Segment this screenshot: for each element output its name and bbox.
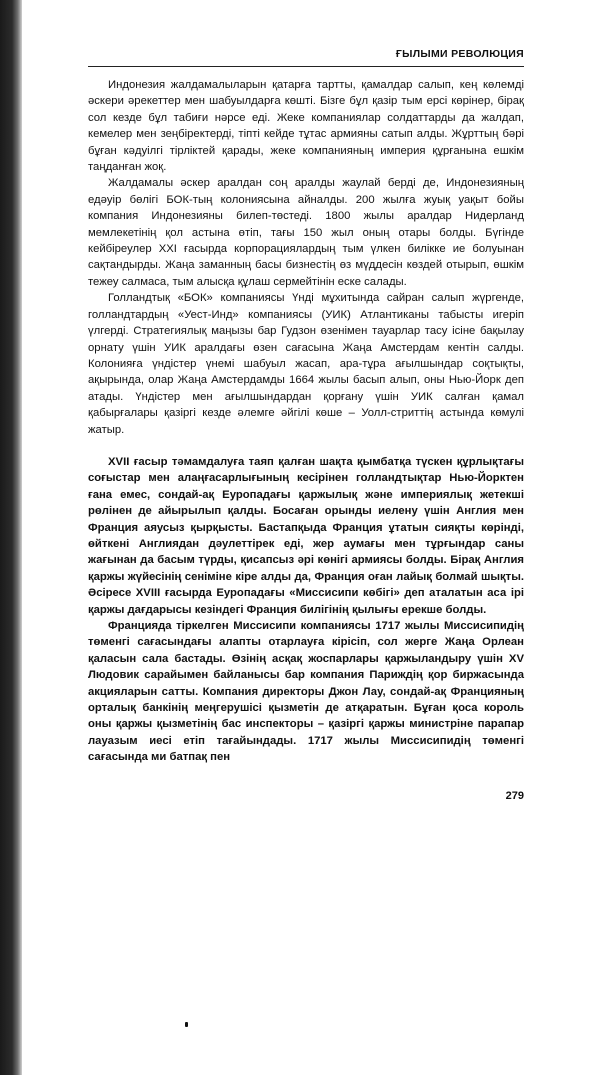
scan-speck [185, 1022, 188, 1027]
paragraph-5: Францияда тіркелген Миссисипи компаниясы 1717 жылы Миссисипидің төменгі сағасындағы алапты отарлауға кірісіп, сол жерге Жаңа Орлеан қаласын сала бастады. Өзінің асқақ жоспарлары қаржыландыру үшін XV Людовик сарайымен байланысы бар компания Париждің қор биржасында акцияларын сатты. Компания директоры Джон Лау, сондай-ақ Францияның орталық банкінің меңгерушісі қызметін де атқаратын. Бұған қоса король оны қаржы қызметінің бас инспекторы – қазіргі қаржы министріне парапар лауазым иесі етіп тағайындады. 1717 жылы Миссисипидің төменгі сағасында ми батпақ пен [88, 620, 524, 764]
paragraph-1: Индонезия жалдамалыларын қатарға тартты, қамалдар салып, кең көлемді әскери әрекеттер мен шабуылдарға көшті. Бізге бұл қазір тым ерсі көрінер, бірақ сол кезде бұл табиғи нәрсе еді. Жеке компаниялар солдаттарды да жалдап, кемелер мен зеңбіректерді, тіпті кейде тұтас армияны сатып алды. Жұрттың бәрі бұған кәдуілгі тірліктей қарады, жеке компанияның империя құрғанына ешкім таңданған жоқ. [88, 79, 524, 174]
paragraph-4: XVII ғасыр тәмамдалуға таяп қалған шақта қымбатқа түскен құрлықтағы соғыстар мен алаңғасарлығының кесірінен голландтықтар Нью-Йорктен ғана емес, сондай-ақ Еуропадағы қаржылық және империялық жетекші рөлінен де айырылып қалды. Босаған орынды иелену үшін Англия мен Франция аяусыз қырқысты. Бастапқыда Франция ұтатын сияқты көрінді, өйткені Англиядан дәулеттірек еді, жер аумағы мен тұрғындар саны жағынан да басым түрды, қисапсыз әрі көнігі армиясы болды. Бірақ Англия қаржы жүйесінің сеніміне кіре алды да, Франция оған лайық болмай шықты. Әсіресе XVIII ғасырда Еуропадағы «Миссисипи көбігі» деп аталатын аса ірі қаржы дағдарысы кезіндегі Франция билігінің қылығы ерекше болды. [88, 455, 524, 616]
paragraph-3: Голландтық «БОК» компаниясы Үнді мұхитында сайран салып жүргенде, голландтардың «Уест-Инд» компаниясы (УИК) Атлантиканы табысты игеріп үлгерді. Стратегиялық маңызы бар Гудзон өзенімен тауарлар тасу ісіне бақылау орнату үшін УИК аралдағы өзен сағасына Жаңа Амстердам кентін салды. Колонияға үндістер үнемі шабуыл жасап, ара-тұра ағылшындар соқтықты, ақырында, олар Жаңа Амстердамды 1664 жылы басып алып, оны Нью-Йорк деп атады. Үндістер мен ағылшындардан қорғану үшін УИК салған қамал қабырғалары қазіргі кезде әлемге әйгілі көше – Уолл-стриттің астында көмулі жатыр. [88, 292, 524, 436]
running-head: ҒЫЛЫМИ РЕВОЛЮЦИЯ [88, 48, 524, 67]
page-number: 279 [505, 789, 524, 802]
book-spine-shadow [0, 0, 22, 1075]
book-page [88, 48, 524, 802]
body-text [88, 77, 524, 766]
paragraph-2: Жалдамалы әскер аралдан соң аралды жаулай берді де, Индонезияның едәуір бөлігі БОК-тың колониясына айналды. 200 жылға жуық уақыт бойы компания Индонезияны билеп-төстеді. 1800 жылы аралдар Нидерланд мемлекетінің қол астына өтіп, тағы 150 жыл оның отары болды. Бүгінде кейбіреулер XXI ғасырда корпорациялардың тым үлкен билікке ие болуынан сақтандырды. Жаңа заманның басы бизнестің өз мүддесін көздей отырып, өшкім тежеу салмаса, тым алысқа құлаш сермейтінін еске салады. [88, 177, 524, 288]
